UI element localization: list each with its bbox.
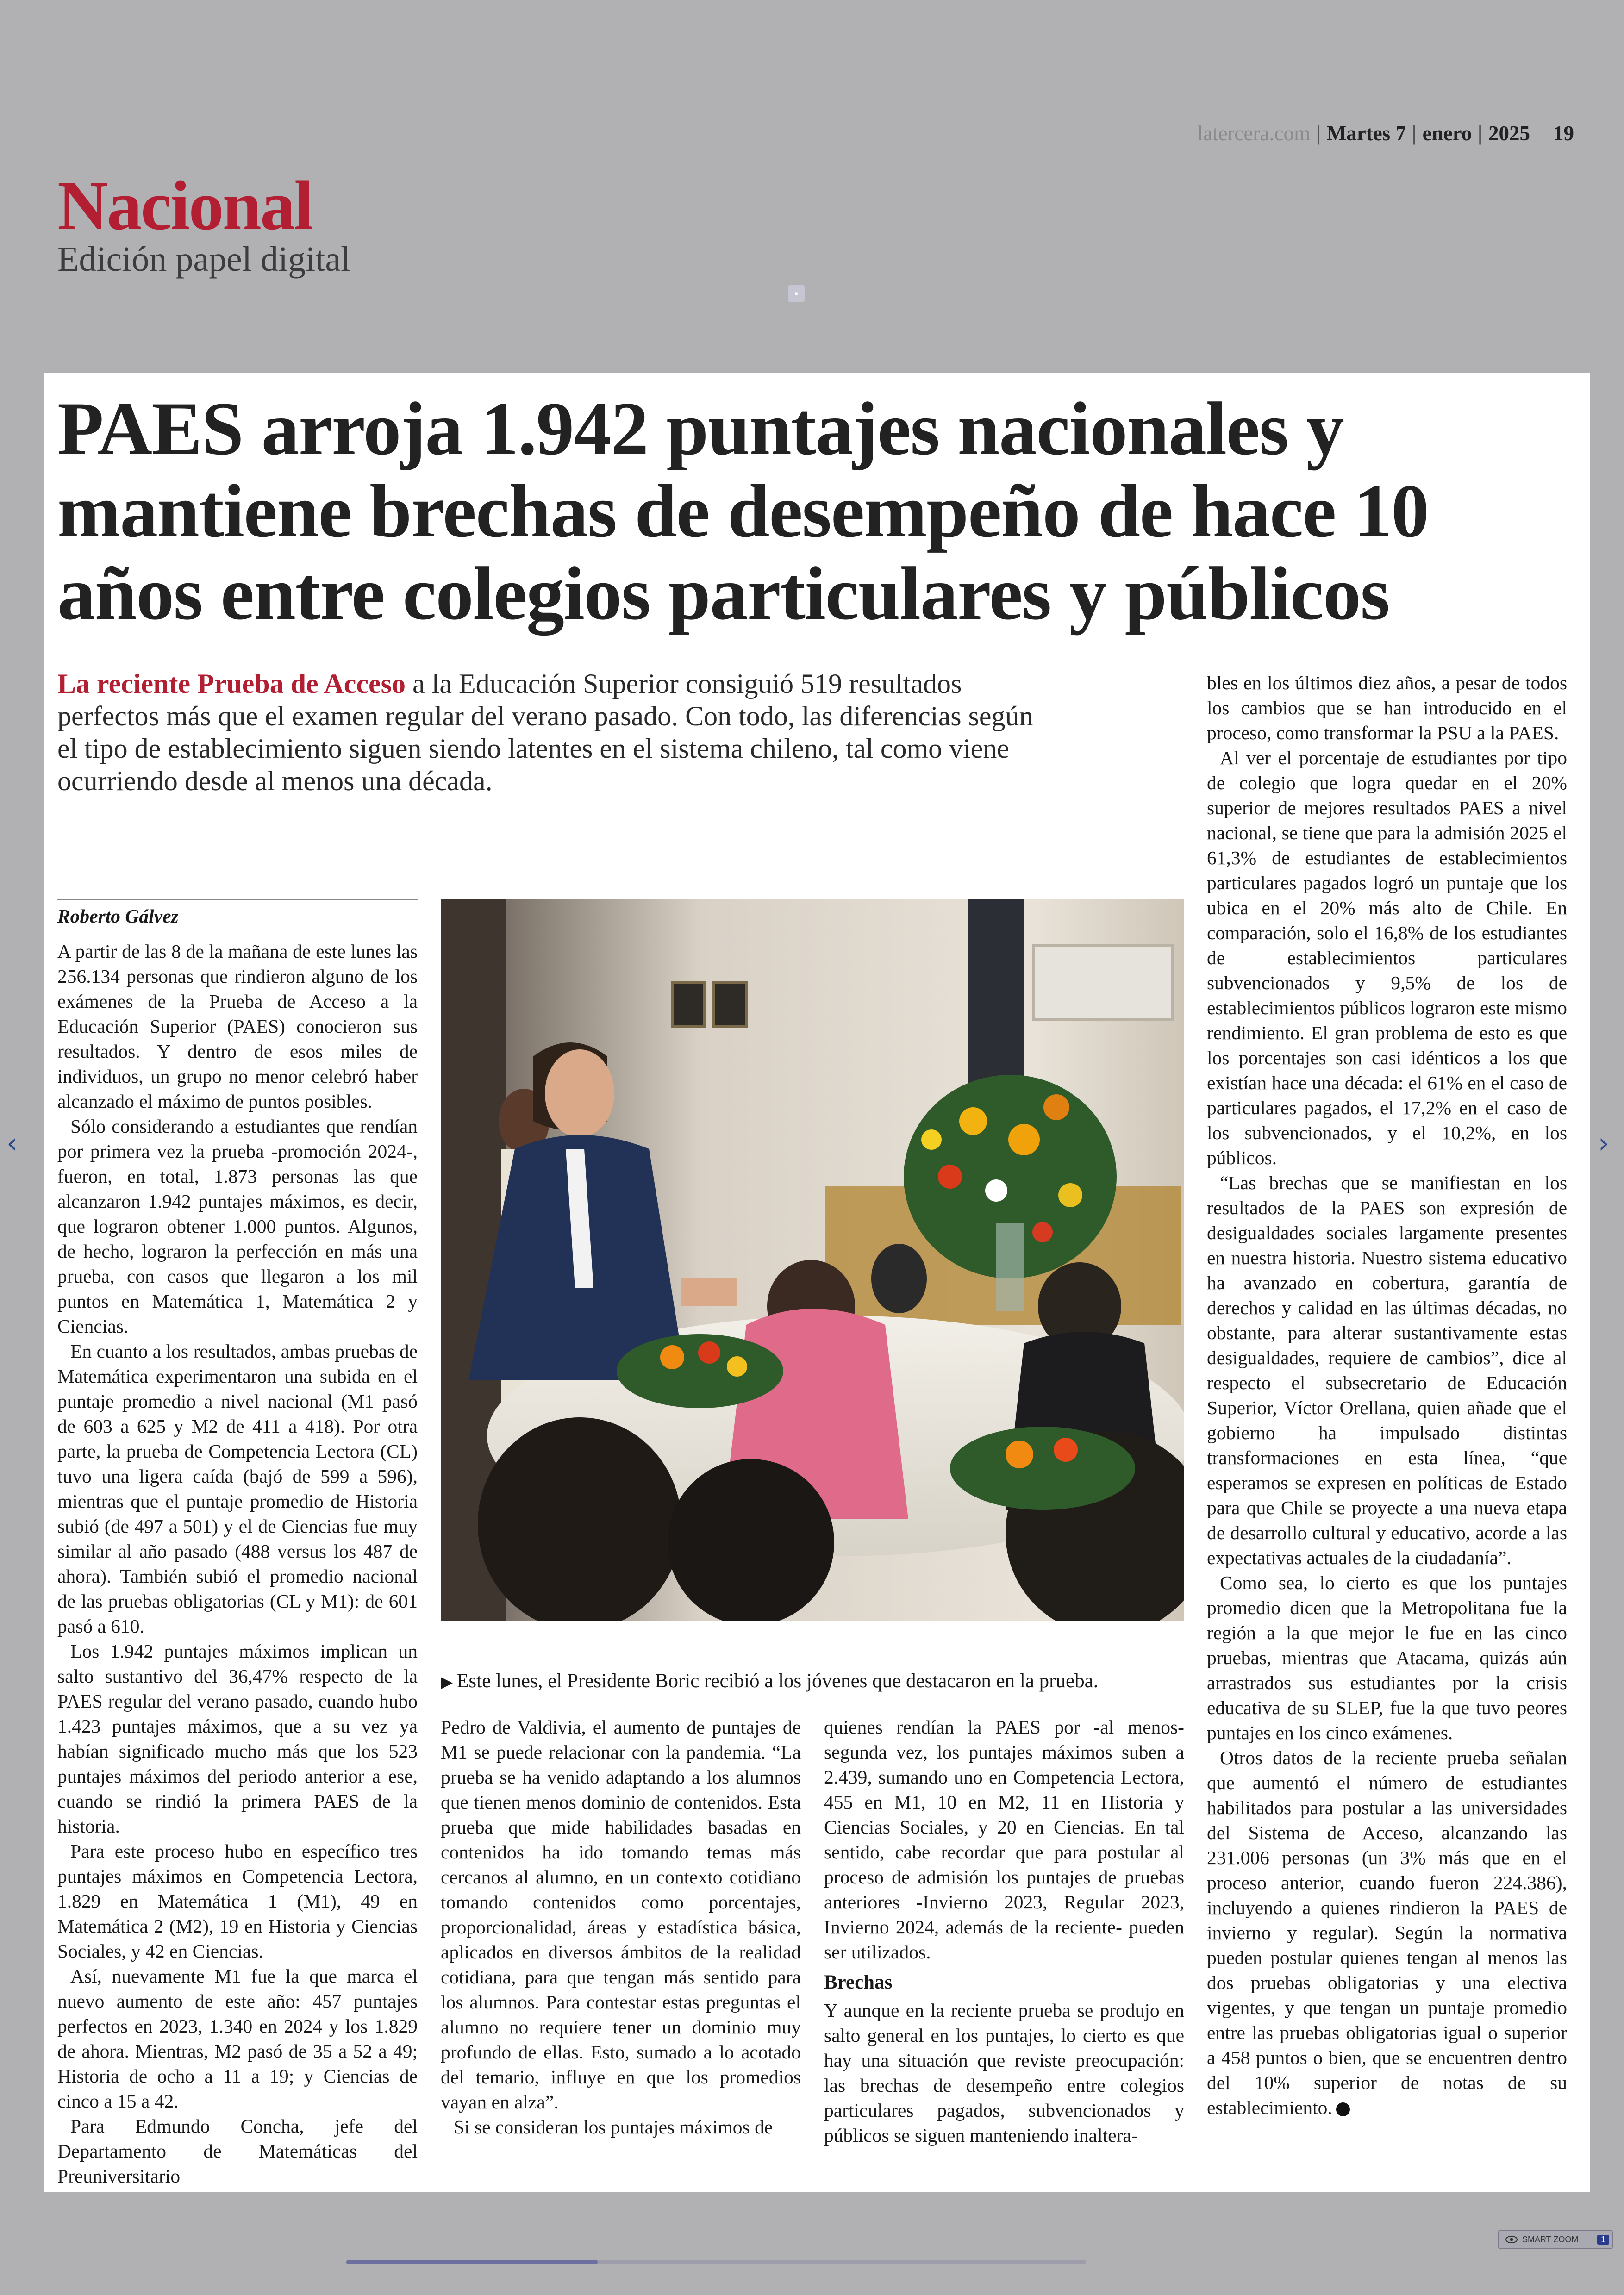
lede-kicker: La reciente Prueba de Acceso xyxy=(57,668,406,699)
eye-icon xyxy=(1505,2236,1518,2243)
final-paragraph-text: Otros datos de la reciente prueba señalan que aumentó el número de estudiantes habilitados para postular a las universidades del Sistema de Acceso, alcanzando las 231.006 personas (un 3% más que en el proceso anterior, cuando fueron 224.386), incluyendo a quienes rindieron la PAES de invierno y regular). Según la normativa pueden postular quienes tengan al menos las dos pruebas obligatorias y una electiva vigentes, y que tengan un puntaje promedio entre las pruebas obligatorias igual o superior a 458 puntos o bien, que se encuentren dentro del 10% superior de notas de su establecimiento. xyxy=(1207,1747,1567,2118)
paragraph: Los 1.942 puntajes máximos implican un salto sustantivo del 36,47% respecto de la PAES regular del verano pasado, cuando hubo 1.423 puntajes máximos, que a su vez ya habían significado mucho más que los 523 puntajes máximos del periodo anterior a ese, cuando se rindió la primera PAES de la historia. xyxy=(57,1640,418,1837)
page-number: 19 xyxy=(1553,122,1574,145)
byline: Roberto Gálvez xyxy=(57,905,179,927)
lede xyxy=(57,667,1039,797)
paragraph: Para Edmundo Concha, jefe del Departamento de Matemáticas del Preuniversitario xyxy=(57,2115,418,2187)
page-marker-icon[interactable]: ▪ xyxy=(788,285,805,302)
paragraph: Si se consideran los puntajes máximos de xyxy=(454,2116,773,2138)
date-month: enero xyxy=(1422,122,1472,145)
end-mark-icon xyxy=(1336,2102,1350,2116)
paragraph: A partir de las 8 de la mañana de este lunes las 256.134 personas que rindieron alguno de los exámenes de la Prueba de Acceso a la Educación Superior (PAES) conocieron sus resultados. Y dentro de esos miles de individuos, un grupo no menor celebró haber alcanzado el máximo de puntos posibles. xyxy=(57,941,418,1112)
paragraph: Y aunque en la reciente prueba se produjo en salto general en los puntajes, lo cierto es que hay una situación que reviste preocupación: las brechas de desempeño entre colegios particulares pagados, subvencionados y públicos se siguen manteniendo inaltera- xyxy=(824,2000,1184,2146)
previous-page-arrow-icon[interactable]: ‹ xyxy=(6,1127,18,1160)
date-year: 2025 xyxy=(1488,122,1530,145)
smart-zoom-badge: 1 xyxy=(1597,2235,1609,2245)
article-column-2 xyxy=(441,1715,801,2139)
masthead: latercera.com | Martes 7 | enero | 2025 19 xyxy=(1197,121,1574,145)
headline: PAES arroja 1.942 puntajes nacionales y mantiene brechas de desempeño de hace 10 años entre colegios particulares y públicos xyxy=(57,387,1429,636)
date-day: Martes 7 xyxy=(1326,122,1406,145)
lede-text: a la Educación Superior consiguió 519 resultados perfectos más que el examen regular del verano pasado. Con todo, las diferencias según el tipo de establecimiento siguen siendo latentes en el sistema chileno, tal como viene ocurriendo desde al menos una década. xyxy=(57,668,1033,796)
article-photo xyxy=(441,899,1184,1621)
page-scrollbar-thumb[interactable] xyxy=(346,2260,598,2264)
byline-rule xyxy=(57,899,418,900)
paragraph: quienes rendían la PAES por -al menos- segunda vez, los puntajes máximos suben a 2.439, sumando uno en Competencia Lectora, 455 en M1, 10 en M2, 11 en Historia y Ciencias Sociales, y 20 en Ciencias. En tal sentido, cabe recordar que para postular al proceso de admisión los puntajes de pruebas anteriores -Invierno 2023, Regular 2023, Invierno 2024, además de la reciente- pueden ser utilizados. xyxy=(824,1716,1184,1963)
article-column-3 xyxy=(824,1715,1184,2148)
subheading: Brechas xyxy=(824,1971,893,1993)
article-column-1 xyxy=(57,939,418,2189)
paragraph: Sólo considerando a estudiantes que rendían por primera vez la prueba -promoción 2024-, fueron, en total, 1.873 personas las que alcanzaron 1.942 puntajes máximos, es decir, que lograron obtener 1.000 puntos. Algunos, de hecho, lograron la perfección en más una prueba, con casos que llegaron a los mil puntos en Matemática 1, Matemática 2 y Ciencias. xyxy=(57,1116,418,1337)
paragraph: Para este proceso hubo en específico tres puntajes máximos en Competencia Lectora, 1.829 en Matemática 1 (M1), 49 en Matemática 2 (M2), 19 en Historia y Ciencias Sociales, y 42 en Ciencias. xyxy=(57,1840,418,1962)
paragraph: Como sea, lo cierto es que los puntajes promedio dicen que la Metropolitana fue la región a la que mejor le fue en las cinco pruebas, mientras que Atacama, quizás aún arrastrados sus estudiantes por la crisis educativa de su SLEP, fue la que tuvo peores puntajes en los cinco exámenes. xyxy=(1207,1572,1567,1743)
photo-illustration xyxy=(441,899,1184,1621)
article-column-4 xyxy=(1207,670,1567,2120)
paragraph xyxy=(1207,1745,1567,2120)
site-name: latercera.com xyxy=(1197,122,1311,145)
paragraph: En cuanto a los resultados, ambas pruebas de Matemática experimentaron una subida en el puntaje promedio a nivel nacional (M1 pasó de 603 a 625 y M2 de 411 a 418). Por otra parte, la prueba de Competencia Lectora (CL) tuvo una ligera caída (bajó de 599 a 596), mientras que el puntaje promedio de Historia subió (de 497 a 501) y el de Ciencias fue muy similar al año pasado (488 versus los 487 de ahora). También subió el promedio nacional de las pruebas obligatorias (CL y M1): de 601 pasó a 610. xyxy=(57,1341,418,1637)
paragraph: “Las brechas que se manifiestan en los resultados de la PAES son expresión de desigualdades sociales largamente presentes en nuestra historia. Nuestro sistema educativo ha avanzado en cobertura, garantía de derechos y calidad en las últimas décadas, no obstante, para alterar sustantivamente estas desigualdades, requiere de cambios”, dice al respecto el subsecretario de Educación Superior, Víctor Orellana, quien añade que el gobierno ha impulsado distintas transformaciones en esta línea, “que esperamos se expresen en políticas de Estado para que Chile se proyecte a una nueva etapa de desarrollo cultural y educativo, acorde a las expectativas actuales de la ciudadanía”. xyxy=(1207,1172,1567,1568)
paragraph: Al ver el porcentaje de estudiantes por tipo de colegio que logra quedar en el 20% superior de mejores resultados PAES a nivel nacional, se tiene que para la admisión 2025 el 61,3% de estudiantes de establecimientos particulares pagados logró un puntaje que los ubica en el 20% más alto de Chile. En comparación, solo el 16,8% de los estudiantes de establecimientos particulares subvencionados y 9,5% de los de establecimientos públicos lograron este mismo rendimiento. El gran problema de esto es que los porcentajes son casi idénticos a los que existían hace una década: el 61% en el caso de particulares pagados, el 17,2% en el caso de los subvencionados, y el 10,2%, en los públicos. xyxy=(1207,747,1567,1168)
caption-marker-icon: ▶ xyxy=(441,1674,453,1691)
smart-zoom-button[interactable] xyxy=(1498,2230,1613,2249)
photo-caption xyxy=(441,1668,1184,1696)
caption-text: Este lunes, el Presidente Boric recibió a los jóvenes que destacaron en la prueba. xyxy=(456,1670,1099,1692)
section-title: Nacional xyxy=(57,167,312,244)
next-page-arrow-icon[interactable]: › xyxy=(1598,1127,1609,1160)
paragraph: Así, nuevamente M1 fue la que marca el nuevo aumento de este año: 457 puntajes perfectos en 2023, 1.340 en 2024 y los 1.829 de ahora. Mientras, M2 pasó de 35 a 52 a 49; Historia de ocho a 11 a 19; y Ciencias de cinco a 15 a 42. xyxy=(57,1965,418,2112)
smart-zoom-label: SMART ZOOM xyxy=(1522,2234,1579,2244)
paragraph: Pedro de Valdivia, el aumento de puntajes de M1 se puede relacionar con la pandemia. “La prueba se ha venido adaptando a los alumnos que tienen menos dominio de contenidos. Esta prueba que mide habilidades basadas en contenidos ha ido tomando temas más cercanos al alumno, en un contexto cotidiano tomando contenidos como porcentajes, proporcionalidad, áreas y estadística básica, aplicados en diversos ámbitos de la realidad cotidiana, para que tengan más sentido para los alumnos. Para contestar estas preguntas el alumno no requiere tener un dominio muy profundo de ellas. Esto, sumado a lo acotado del temario, influye en que los promedios vayan en alza”. xyxy=(441,1716,801,2113)
paragraph: bles en los últimos diez años, a pesar de todos los cambios que se han introducido en el proceso, como transformar la PSU a la PAES. xyxy=(1207,672,1567,743)
section-subtitle: Edición papel digital xyxy=(57,240,351,279)
